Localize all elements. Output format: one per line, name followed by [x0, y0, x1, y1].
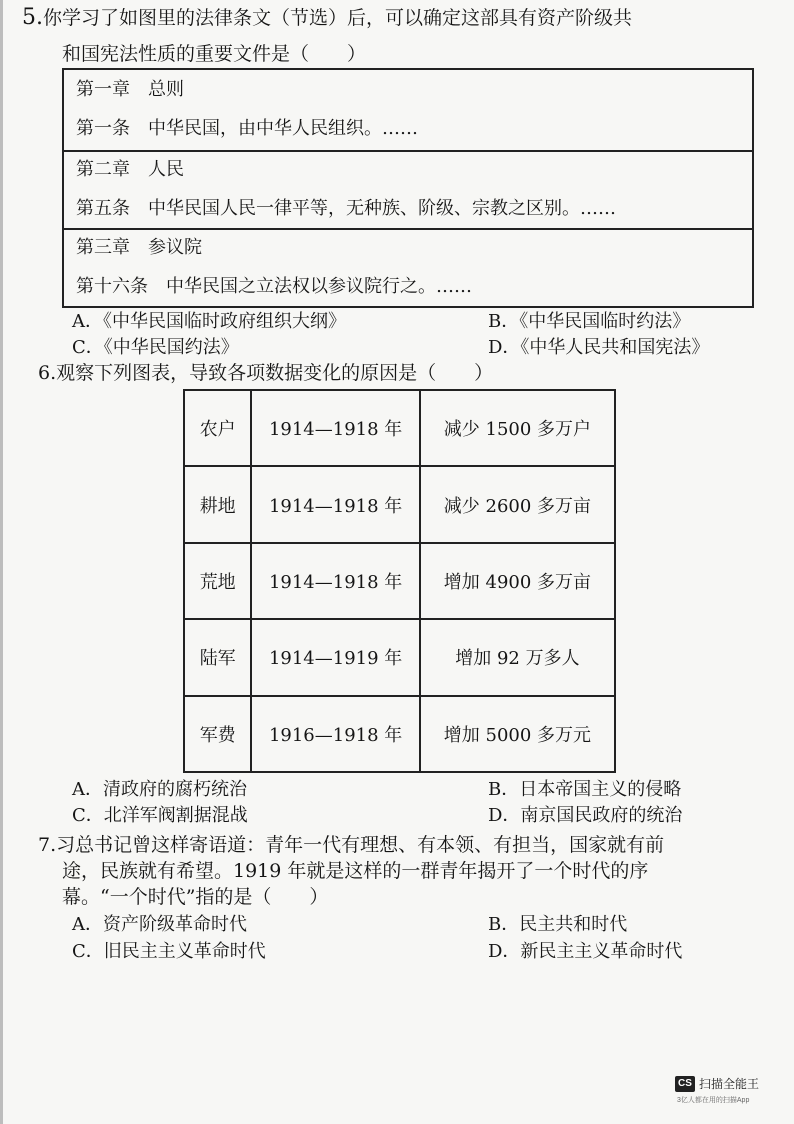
row-3-change: 增加 4900 多万亩 — [420, 543, 615, 619]
excerpt-article-3: 第十六条 中华民国之立法权以参议院行之。…… — [76, 276, 472, 297]
table-row — [184, 696, 615, 772]
excerpt-article-2: 第五条 中华民国人民一律平等，无种族、阶级、宗教之区别。…… — [76, 198, 616, 219]
q6-option-c[interactable]: C．北洋军阀割据混战 — [72, 805, 248, 826]
excerpt-article-1: 第一条 中华民国，由中华人民组织。…… — [76, 118, 418, 139]
q7-stem-line1: 7.习总书记曾这样寄语道：青年一代有理想、有本领、有担当，国家就有前 — [38, 834, 665, 856]
scan-edge — [0, 0, 3, 1124]
q7-option-d[interactable]: D．新民主主义革命时代 — [488, 941, 683, 962]
q5-option-a[interactable]: A．《中华民国临时政府组织大纲》 — [72, 311, 346, 332]
q7-option-c[interactable]: C．旧民主主义革命时代 — [72, 941, 266, 962]
q6-data-table — [183, 389, 616, 773]
q7-stem-line2: 途，民族就有希望。1919 年就是这样的一群青年揭开了一个时代的序 — [62, 860, 649, 882]
q6-option-d[interactable]: D．南京国民政府的统治 — [488, 805, 683, 826]
excerpt-divider-1 — [64, 150, 752, 152]
q7-option-a[interactable]: A．资产阶级革命时代 — [72, 914, 247, 935]
row-2-change: 减少 2600 多万亩 — [420, 466, 615, 542]
row-5-change: 增加 5000 多万元 — [420, 696, 615, 772]
excerpt-heading-1: 第一章 总则 — [76, 79, 184, 100]
row-2-period: 1914—1918 年 — [251, 466, 419, 542]
camscanner-logo-icon: CS — [675, 1076, 695, 1092]
row-5-category: 军费 — [184, 696, 251, 772]
excerpt-heading-2: 第二章 人民 — [76, 159, 184, 180]
watermark-name: 扫描全能王 — [699, 1077, 760, 1091]
row-5-period: 1916—1918 年 — [251, 696, 419, 772]
q6-option-b[interactable]: B．日本帝国主义的侵略 — [488, 779, 682, 800]
table-row — [184, 466, 615, 542]
q5-stem-line2: 和国宪法性质的重要文件是（ ） — [62, 43, 367, 65]
watermark-tagline: 3亿人都在用的扫描App — [677, 1097, 750, 1104]
scanner-watermark — [675, 1074, 785, 1114]
row-1-category: 农户 — [184, 390, 251, 466]
q6-option-a[interactable]: A．清政府的腐朽统治 — [72, 779, 247, 800]
q7-stem-line3: 幕。“一个时代”指的是（ ） — [62, 886, 329, 908]
table-row — [184, 543, 615, 619]
q5-option-d[interactable]: D．《中华人民共和国宪法》 — [488, 337, 710, 358]
q5-option-c[interactable]: C．《中华民国约法》 — [72, 337, 239, 358]
q7-option-b[interactable]: B．民主共和时代 — [488, 914, 628, 935]
row-3-category: 荒地 — [184, 543, 251, 619]
row-4-period: 1914—1919 年 — [251, 619, 419, 695]
row-2-category: 耕地 — [184, 466, 251, 542]
law-excerpt-box — [62, 68, 754, 308]
q6-stem: 6.观察下列图表，导致各项数据变化的原因是（ ） — [38, 362, 494, 384]
row-4-category: 陆军 — [184, 619, 251, 695]
row-1-change: 减少 1500 多万户 — [420, 390, 615, 466]
table-row — [184, 390, 615, 466]
q5-stem-line1: 5.你学习了如图里的法律条文（节选）后，可以确定这部具有资产阶级共 — [22, 5, 633, 30]
row-4-change: 增加 92 万多人 — [420, 619, 615, 695]
q5-number: 5. — [22, 5, 43, 30]
excerpt-heading-3: 第三章 参议院 — [76, 237, 202, 258]
q5-option-b[interactable]: B．《中华民国临时约法》 — [488, 311, 691, 332]
excerpt-divider-2 — [64, 228, 752, 230]
row-1-period: 1914—1918 年 — [251, 390, 419, 466]
row-3-period: 1914—1918 年 — [251, 543, 419, 619]
table-row — [184, 619, 615, 695]
